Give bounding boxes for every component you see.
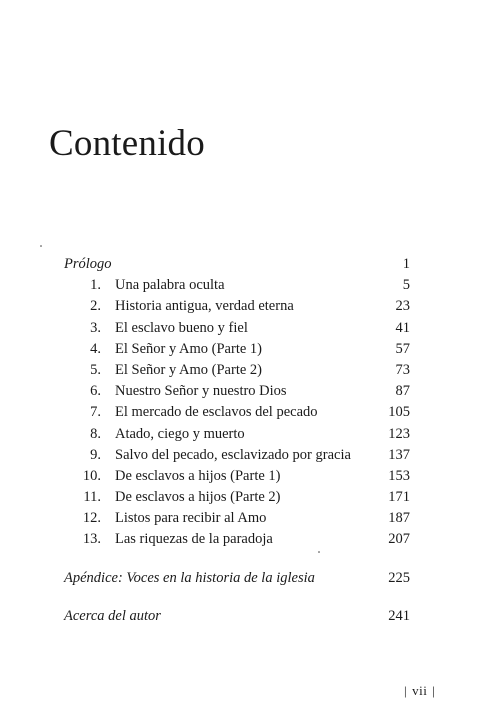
folio-number: vii (412, 683, 428, 698)
chapter-number: 6. (90, 383, 101, 400)
chapter-number: 2. (90, 298, 101, 315)
toc-entry (64, 508, 410, 529)
toc-entry (64, 466, 410, 487)
chapter-page: 105 (388, 404, 410, 421)
toc-entry-label: Apéndice: Voces en la historia de la iglesia (64, 569, 315, 586)
chapter-title: Una palabra oculta (115, 277, 225, 294)
chapter-number: 3. (90, 319, 101, 336)
toc-entry-label: Acerca del autor (64, 607, 161, 624)
chapter-page: 171 (388, 489, 410, 506)
chapter-page: 137 (388, 446, 410, 463)
toc-entry-label: Prólogo (64, 256, 112, 272)
chapter-number: 1. (90, 277, 101, 294)
chapter-number: 5. (90, 361, 101, 378)
chapter-title: Las riquezas de la paradoja (115, 531, 273, 548)
toc-entry-page: 241 (388, 607, 410, 624)
chapter-page: 73 (395, 361, 410, 378)
print-speck (318, 551, 320, 553)
toc-entry (64, 360, 410, 381)
toc-entry-appendix (64, 568, 410, 589)
chapter-number: 10. (82, 467, 101, 484)
toc-entry (64, 424, 410, 445)
toc-entry (64, 296, 410, 317)
chapter-page: 87 (395, 383, 410, 400)
toc-entry (64, 402, 410, 423)
print-speck (40, 245, 42, 247)
chapter-number: 12. (82, 510, 101, 527)
chapter-title: De esclavos a hijos (Parte 2) (115, 489, 281, 506)
chapter-title: De esclavos a hijos (Parte 1) (115, 467, 281, 484)
toc-entry (64, 445, 410, 466)
chapter-title: El mercado de esclavos del pecado (115, 404, 318, 421)
toc-entry-page: 1 (402, 256, 410, 272)
chapter-title: El Señor y Amo (Parte 1) (115, 340, 262, 357)
toc-entry (64, 487, 410, 508)
chapter-page: 23 (395, 298, 410, 315)
folio-right-bar: | (432, 683, 436, 698)
toc-entry-prologue (64, 254, 410, 275)
folio-left-bar: | (404, 683, 408, 698)
page-title: Contenido (49, 123, 205, 164)
chapter-page: 207 (388, 531, 410, 548)
chapter-title: Salvo del pecado, esclavizado por gracia (115, 446, 351, 463)
toc-entry (64, 318, 410, 339)
chapter-page: 41 (395, 319, 410, 336)
chapter-number: 8. (90, 425, 101, 442)
toc-entry (64, 275, 410, 296)
chapter-title: Listos para recibir al Amo (115, 510, 267, 527)
chapter-page: 123 (388, 425, 410, 442)
toc-entry (64, 381, 410, 402)
chapter-title: El Señor y Amo (Parte 2) (115, 361, 262, 378)
chapter-number: 9. (90, 446, 101, 463)
chapter-title: Atado, ciego y muerto (115, 425, 245, 442)
toc-entry (64, 339, 410, 360)
toc-entry-about-author (64, 606, 410, 627)
toc-entry-page: 225 (388, 569, 410, 586)
chapter-number: 4. (90, 340, 101, 357)
toc-entry (64, 529, 410, 550)
chapter-number: 7. (90, 404, 101, 421)
chapter-number: 13. (82, 531, 101, 548)
table-of-contents (64, 254, 410, 627)
chapter-number: 11. (83, 489, 101, 506)
chapter-page: 187 (388, 510, 410, 527)
chapter-page: 57 (395, 340, 410, 357)
chapter-title: El esclavo bueno y fiel (115, 319, 248, 336)
chapter-page: 5 (402, 277, 410, 294)
chapter-title: Nuestro Señor y nuestro Dios (115, 383, 287, 400)
chapter-title: Historia antigua, verdad eterna (115, 298, 294, 315)
chapter-page: 153 (388, 467, 410, 484)
page-number-folio (404, 683, 435, 699)
